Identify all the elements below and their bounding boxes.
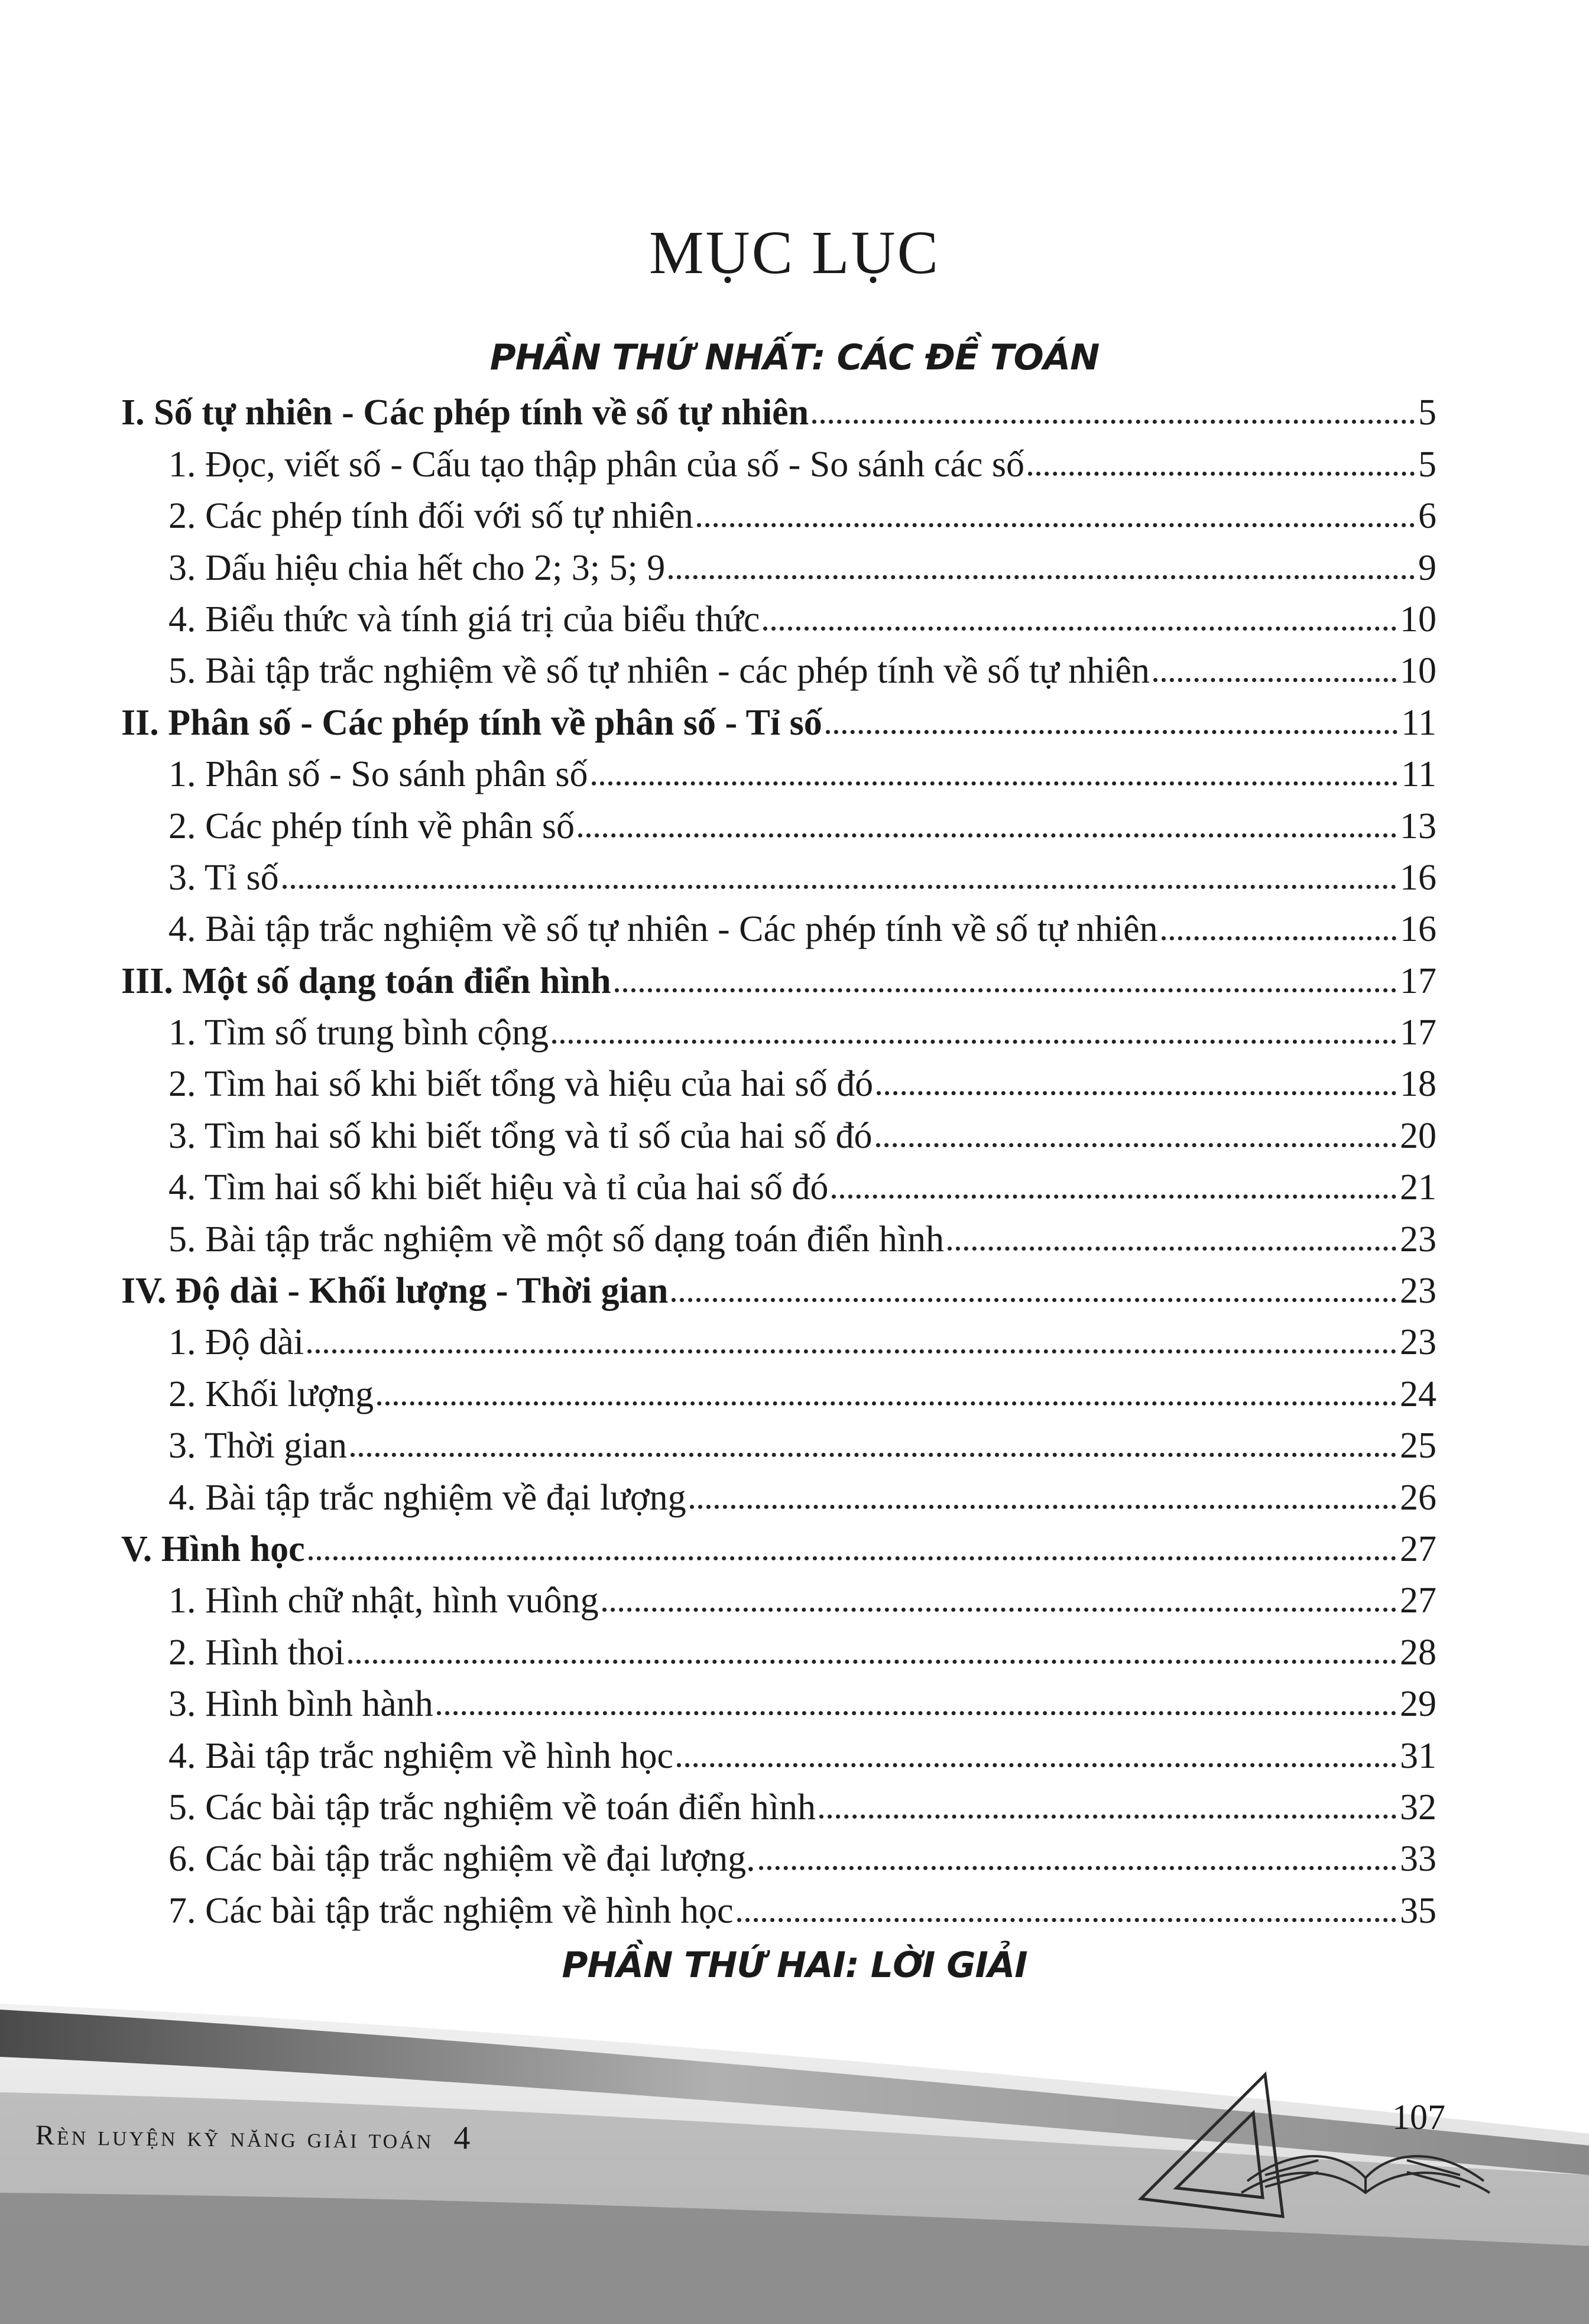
toc-page-number: 17 bbox=[1400, 960, 1436, 1001]
toc-entry-label: IV. Độ dài - Khối lượng - Thời gian bbox=[121, 1271, 669, 1312]
dot-leader bbox=[615, 988, 1396, 992]
toc-page-number: 27 bbox=[1400, 1528, 1436, 1569]
toc-section-row bbox=[121, 951, 1436, 1002]
toc-item-row bbox=[121, 745, 1436, 796]
toc-page-number: 9 bbox=[1418, 547, 1436, 588]
toc-page-number: 5 bbox=[1418, 444, 1436, 485]
toc-item-row bbox=[121, 1106, 1436, 1157]
dot-leader bbox=[592, 781, 1398, 786]
toc-entry-label: 6. Các bài tập trắc nghiệm về đại lượng. bbox=[168, 1839, 755, 1880]
toc-page-number: 35 bbox=[1400, 1890, 1436, 1931]
dot-leader bbox=[763, 627, 1396, 631]
toc-item-row bbox=[121, 1881, 1436, 1932]
toc-page-number: 16 bbox=[1400, 857, 1436, 898]
toc-item-row bbox=[121, 641, 1436, 693]
toc-entry-label: 2. Các phép tính về phân số bbox=[168, 806, 575, 846]
toc-page-number: 31 bbox=[1400, 1735, 1436, 1776]
toc-section-row bbox=[121, 693, 1436, 744]
dot-leader bbox=[759, 1866, 1396, 1870]
toc-page-number: 33 bbox=[1400, 1839, 1436, 1880]
dot-leader bbox=[826, 730, 1398, 734]
dot-leader bbox=[672, 1298, 1396, 1302]
page-number: 107 bbox=[1392, 2098, 1445, 2137]
toc-entry-label: 4. Bài tập trắc nghiệm về đại lượng bbox=[168, 1477, 686, 1518]
toc-page-number: 11 bbox=[1401, 754, 1436, 795]
toc-page-number: 25 bbox=[1400, 1426, 1436, 1466]
toc-item-row bbox=[121, 486, 1436, 538]
toc-entry-label: 5. Các bài tập trắc nghiệm về toán điển hình bbox=[168, 1787, 816, 1828]
toc-item-row bbox=[121, 796, 1436, 848]
toc-item-row bbox=[121, 1364, 1436, 1416]
toc-entry-label: 3. Dấu hiệu chia hết cho 2; 3; 5; 9 bbox=[168, 547, 666, 588]
dot-leader bbox=[812, 420, 1415, 424]
page-title: MỤC LỤC bbox=[649, 219, 940, 287]
toc-item-row bbox=[121, 1674, 1436, 1726]
toc-page-number: 26 bbox=[1400, 1477, 1436, 1518]
toc-item-row bbox=[121, 1468, 1436, 1519]
dot-leader bbox=[737, 1918, 1396, 1922]
dot-leader bbox=[819, 1815, 1396, 1819]
toc-entry-label: 3. Hình bình hành bbox=[168, 1684, 433, 1725]
dot-leader bbox=[832, 1195, 1396, 1199]
dot-leader bbox=[602, 1608, 1396, 1612]
dot-leader bbox=[690, 1505, 1396, 1509]
dot-leader bbox=[1028, 472, 1415, 476]
toc-page-number: 11 bbox=[1401, 702, 1436, 743]
toc-entry-label: 2. Các phép tính đối với số tự nhiên bbox=[168, 496, 693, 537]
toc-page-number: 24 bbox=[1400, 1374, 1436, 1414]
table-of-contents bbox=[121, 383, 1436, 1933]
toc-section-row bbox=[121, 1520, 1436, 1571]
toc-item-row bbox=[121, 1726, 1436, 1777]
dot-leader bbox=[669, 575, 1415, 579]
part-one-heading: PHẦN THỨ NHẤT: CÁC ĐỀ TOÁN bbox=[489, 337, 1100, 378]
toc-entry-label: 1. Đọc, viết số - Cấu tạo thập phân của số - So sánh các số bbox=[168, 444, 1025, 485]
toc-item-row bbox=[121, 1003, 1436, 1054]
toc-item-row bbox=[121, 848, 1436, 900]
toc-entry-label: 2. Khối lượng bbox=[168, 1374, 374, 1414]
toc-section-row bbox=[121, 383, 1436, 434]
dot-leader bbox=[1162, 936, 1396, 940]
toc-page-number: 5 bbox=[1418, 392, 1436, 433]
toc-entry-label: 2. Tìm hai số khi biết tổng và hiệu của hai số đó bbox=[168, 1064, 874, 1105]
dot-leader bbox=[578, 833, 1396, 838]
toc-page-number: 29 bbox=[1400, 1684, 1436, 1725]
toc-item-row bbox=[121, 900, 1436, 951]
toc-entry-label: I. Số tự nhiên - Các phép tính về số tự nhiên bbox=[121, 392, 809, 433]
toc-page-number: 32 bbox=[1400, 1787, 1436, 1828]
dot-leader bbox=[677, 1763, 1396, 1767]
toc-entry-label: 5. Bài tập trắc nghiệm về số tự nhiên - các phép tính về số tự nhiên bbox=[168, 651, 1150, 692]
toc-entry-label: 1. Hình chữ nhật, hình vuông bbox=[168, 1580, 599, 1621]
toc-item-row bbox=[121, 1622, 1436, 1674]
toc-entry-label: III. Một số dạng toán điển hình bbox=[121, 960, 611, 1001]
toc-item-row bbox=[121, 434, 1436, 486]
toc-item-row bbox=[121, 590, 1436, 641]
toc-item-row bbox=[121, 1571, 1436, 1622]
part-two-heading: PHẦN THỨ HAI: LỜI GIẢI bbox=[562, 1945, 1027, 1986]
toc-page-number: 28 bbox=[1400, 1632, 1436, 1673]
toc-page-number: 13 bbox=[1400, 806, 1436, 846]
toc-item-row bbox=[121, 1778, 1436, 1829]
toc-entry-label: 3. Tìm hai số khi biết tổng và tỉ số của hai số đó bbox=[168, 1115, 873, 1156]
dot-leader bbox=[309, 1556, 1396, 1560]
dot-leader bbox=[283, 885, 1396, 889]
toc-entry-label: 1. Phân số - So sánh phân số bbox=[168, 754, 588, 795]
toc-item-row bbox=[121, 538, 1436, 589]
toc-entry-label: 1. Tìm số trung bình cộng bbox=[168, 1012, 549, 1053]
toc-entry-label: V. Hình học bbox=[121, 1528, 305, 1569]
toc-page-number: 20 bbox=[1400, 1115, 1436, 1156]
dot-leader bbox=[948, 1247, 1396, 1251]
toc-section-row bbox=[121, 1261, 1436, 1313]
dot-leader bbox=[351, 1453, 1396, 1457]
toc-entry-label: II. Phân số - Các phép tính về phân số - Tỉ số bbox=[121, 702, 822, 743]
toc-entry-label: 5. Bài tập trắc nghiệm về một số dạng toán điển hình bbox=[168, 1219, 945, 1260]
toc-page-number: 17 bbox=[1400, 1012, 1436, 1053]
toc-page-number: 27 bbox=[1400, 1580, 1436, 1621]
toc-entry-label: 2. Hình thoi bbox=[168, 1632, 345, 1673]
footer-book-title bbox=[35, 2115, 473, 2157]
dot-leader bbox=[552, 1040, 1396, 1044]
open-book-icon bbox=[1230, 2104, 1502, 2222]
toc-item-row bbox=[121, 1209, 1436, 1261]
toc-item-row bbox=[121, 1054, 1436, 1106]
toc-page-number: 23 bbox=[1400, 1322, 1436, 1363]
toc-entry-label: 3. Tỉ số bbox=[168, 857, 279, 898]
dot-leader bbox=[697, 523, 1415, 527]
toc-page-number: 23 bbox=[1400, 1219, 1436, 1260]
toc-entry-label: 3. Thời gian bbox=[168, 1426, 348, 1466]
toc-entry-label: 1. Độ dài bbox=[168, 1322, 304, 1363]
book-title: Rèn luyện kỹ năng giải toán bbox=[35, 2119, 434, 2156]
toc-entry-label: 4. Bài tập trắc nghiệm về hình học bbox=[168, 1735, 673, 1776]
toc-entry-label: 4. Tìm hai số khi biết hiệu và tỉ của hai số đó bbox=[168, 1167, 829, 1208]
dot-leader bbox=[348, 1660, 1396, 1664]
dot-leader bbox=[377, 1401, 1396, 1406]
toc-page-number: 21 bbox=[1400, 1167, 1436, 1208]
dot-leader bbox=[876, 1143, 1396, 1147]
toc-page-number: 10 bbox=[1400, 599, 1436, 640]
grade-number: 4 bbox=[453, 2119, 473, 2157]
toc-item-row bbox=[121, 1416, 1436, 1468]
toc-entry-label: 7. Các bài tập trắc nghiệm về hình học bbox=[168, 1890, 734, 1931]
toc-entry-label: 4. Bài tập trắc nghiệm về số tự nhiên - Các phép tính về số tự nhiên bbox=[168, 909, 1158, 950]
toc-page-number: 16 bbox=[1400, 909, 1436, 950]
dot-leader bbox=[437, 1711, 1396, 1715]
toc-item-row bbox=[121, 1313, 1436, 1364]
dot-leader bbox=[307, 1349, 1396, 1353]
toc-page-number: 10 bbox=[1400, 651, 1436, 692]
dot-leader bbox=[1153, 678, 1396, 682]
toc-entry-label: 4. Biểu thức và tính giá trị của biểu thức bbox=[168, 599, 760, 640]
dot-leader bbox=[877, 1091, 1396, 1095]
toc-page-number: 23 bbox=[1400, 1271, 1436, 1312]
toc-page-number: 6 bbox=[1418, 496, 1436, 537]
toc-item-row bbox=[121, 1829, 1436, 1881]
toc-page-number: 18 bbox=[1400, 1064, 1436, 1105]
toc-item-row bbox=[121, 1158, 1436, 1209]
